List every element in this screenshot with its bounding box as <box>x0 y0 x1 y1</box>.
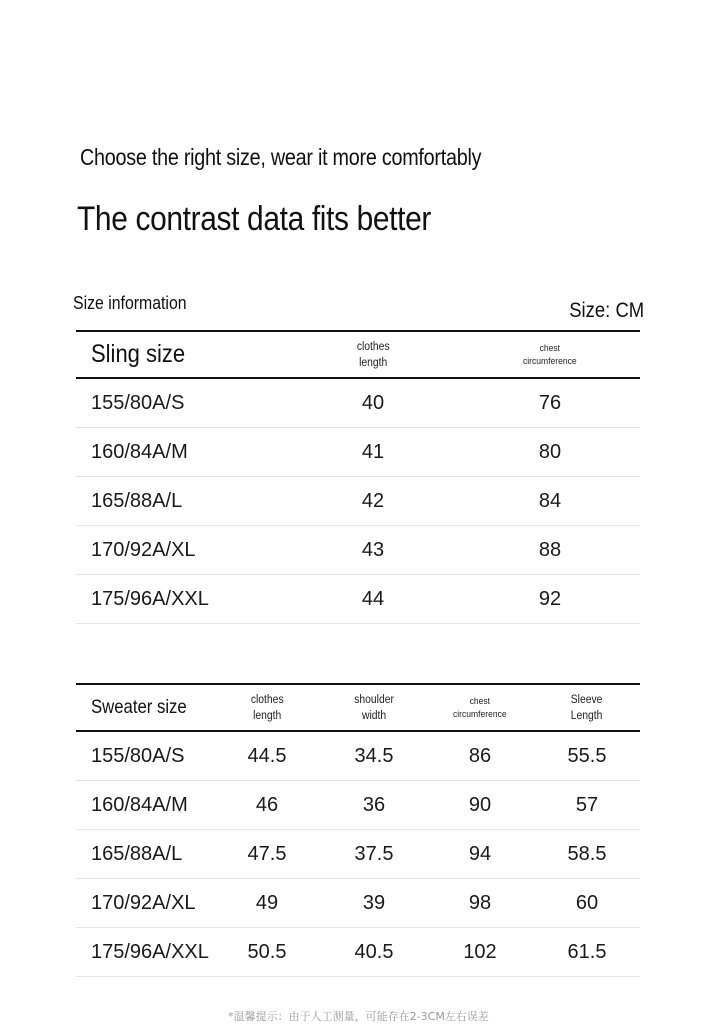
header-clothes-length: clothes length <box>356 340 390 369</box>
value-cell: 49 <box>255 891 279 914</box>
value-cell: 37.5 <box>354 842 394 865</box>
table-header <box>76 330 640 379</box>
header-shoulder-width: shoulder width <box>354 693 394 722</box>
size-cell: 175/96A/XXL <box>91 587 209 610</box>
value-cell: 44 <box>361 587 385 610</box>
size-cell: 165/88A/L <box>91 842 183 865</box>
table-row <box>76 781 640 830</box>
size-cell: 170/92A/XL <box>91 891 196 914</box>
value-cell: 88 <box>538 538 562 561</box>
value-cell: 60 <box>575 891 599 914</box>
value-cell: 50.5 <box>247 940 287 963</box>
table-header <box>76 683 640 732</box>
table-row <box>76 379 640 428</box>
value-cell: 57 <box>575 793 599 816</box>
size-cell: 165/88A/L <box>91 489 183 512</box>
header-chest-circumference: chest circumference <box>523 342 577 367</box>
size-cell: 155/80A/S <box>91 744 185 767</box>
value-cell: 43 <box>361 538 385 561</box>
value-cell: 34.5 <box>354 744 394 767</box>
value-cell: 94 <box>468 842 492 865</box>
value-cell: 92 <box>538 587 562 610</box>
measurement-footnote: *温馨提示：由于人工测量，可能存在2-3CM左右误差 <box>228 1010 489 1023</box>
value-cell: 84 <box>538 489 562 512</box>
size-cell: 155/80A/S <box>91 391 185 414</box>
header-sling-size: Sling size <box>91 340 186 368</box>
size-unit-label: Size: CM <box>569 299 644 322</box>
table-row <box>76 732 640 781</box>
value-cell: 86 <box>468 744 492 767</box>
header-sleeve-length: Sleeve Length <box>571 693 603 722</box>
value-cell: 36 <box>362 793 386 816</box>
page-title: The contrast data fits better <box>77 200 432 238</box>
size-information-label: Size information <box>73 293 187 313</box>
value-cell: 76 <box>538 391 562 414</box>
table-row <box>76 928 640 977</box>
sling-size-table <box>76 330 640 624</box>
table-row <box>76 879 640 928</box>
sling-table-body <box>76 379 640 624</box>
value-cell: 41 <box>361 440 385 463</box>
size-cell: 170/92A/XL <box>91 538 196 561</box>
sweater-table-body <box>76 732 640 977</box>
value-cell: 40.5 <box>354 940 394 963</box>
table-row <box>76 428 640 477</box>
value-cell: 58.5 <box>567 842 607 865</box>
header-sweater-size: Sweater size <box>91 696 187 718</box>
value-cell: 44.5 <box>247 744 287 767</box>
value-cell: 46 <box>255 793 279 816</box>
table-row <box>76 526 640 575</box>
value-cell: 90 <box>468 793 492 816</box>
sweater-size-table <box>76 683 640 977</box>
subtitle: Choose the right size, wear it more comfortably <box>80 144 482 170</box>
header-chest-circumference: chest circumference <box>453 695 507 720</box>
value-cell: 42 <box>361 489 385 512</box>
value-cell: 55.5 <box>567 744 607 767</box>
size-cell: 160/84A/M <box>91 793 188 816</box>
size-cell: 175/96A/XXL <box>91 940 209 963</box>
table-row <box>76 477 640 526</box>
table-row <box>76 575 640 624</box>
value-cell: 39 <box>362 891 386 914</box>
value-cell: 102 <box>463 940 497 963</box>
value-cell: 98 <box>468 891 492 914</box>
value-cell: 47.5 <box>247 842 287 865</box>
header-clothes-length: clothes length <box>250 693 284 722</box>
value-cell: 40 <box>361 391 385 414</box>
value-cell: 80 <box>538 440 562 463</box>
value-cell: 61.5 <box>567 940 607 963</box>
size-cell: 160/84A/M <box>91 440 188 463</box>
table-row <box>76 830 640 879</box>
